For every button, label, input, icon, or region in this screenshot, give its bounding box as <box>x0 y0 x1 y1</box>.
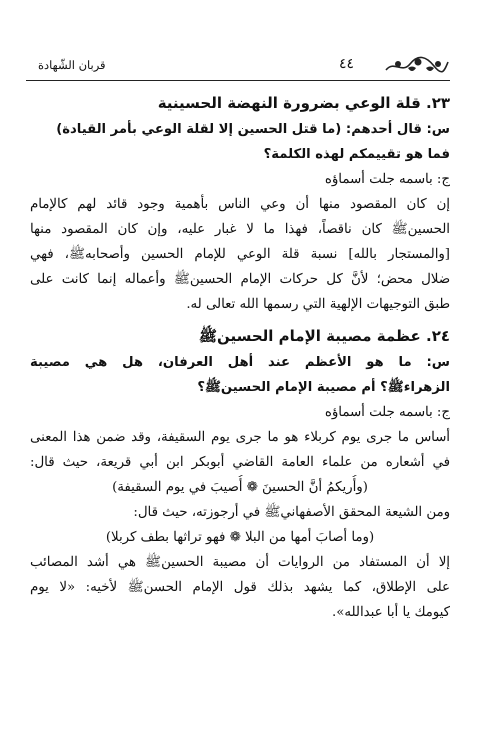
answer-line: إلا أن المستفاد من الروايات أن مصيبة الحسينﷺ هي أشد المصائب <box>30 555 450 570</box>
section-23-heading: ٢٣. قلة الوعي بضرورة النهضة الحسينية <box>157 94 450 112</box>
question-line: الزهراءﷺ؟ أم مصيبة الإمام الحسينﷺ؟ <box>197 380 450 395</box>
answer-line: في أشعاره من علماء العامة القاضي أبوبكر ابن أبي قريعة، حيث قال: <box>30 455 450 470</box>
answer-line: إن كان المقصود منها أن وعي الناس بأهمية وجود قائد لهم كالإمام <box>30 197 450 212</box>
answer-line: كيومك يا أبا عبدالله». <box>332 605 450 620</box>
answer-intro: ج: باسمه جلت أسماؤه <box>324 405 450 420</box>
answer-line: ضلال محض؛ لأنَّ كل حركات الإمام الحسينﷺ وأعماله إنما كانت على <box>30 272 450 287</box>
answer-intro: ج: باسمه جلت أسماؤه <box>324 172 450 187</box>
running-header <box>26 54 450 81</box>
section-24-heading: ٢٤. عظمة مصيبة الإمام الحسينﷺ <box>198 327 450 345</box>
answer-line: على الإطلاق، كما يشهد بذلك قول الإمام الحسنﷺ لأخيه: «لا يوم <box>30 580 450 595</box>
answer-line: [والمستجار بالله] نسبة قلة الوعي للإمام الحسين وأصحابهﷺ، فهي <box>30 247 450 262</box>
poem-verse: (وأُريكمُ أنَّ الحسينَ ❁ أُصيبَ في يوم السقيفة) <box>112 480 368 495</box>
answer-line: الحسينﷺ كان ناقصاً، فهذا ما لا غبار عليه، وإن كان المقصود منها <box>30 222 450 237</box>
answer-line: ومن الشيعة المحقق الأصفهانيﷺ في أرجوزته، حيث قال: <box>133 505 450 520</box>
running-title: قربان الشّهادة <box>38 58 106 72</box>
answer-line: طبق التوجيهات الإلهية التي رسمها الله تعالى له. <box>186 297 450 312</box>
poem-verse: (وما أصابَ أمها من البلا ❁ فهو تراثها بطف كربلا) <box>105 530 375 545</box>
answer-line: أساس ما جرى يوم كربلاء هو ما جرى يوم السقيفة، وقد ضمن هذا المعنى <box>30 430 450 445</box>
question-line: فما هو تقييمكم لهذه الكلمة؟ <box>263 147 450 162</box>
question-line: س: ما هو الأعظم عند أهل العرفان، هل هي مصيبة <box>30 355 450 370</box>
question-line: س: قال أحدهم: (ما قتل الحسين إلا لقلة الوعي بأمر القيادة) <box>56 122 450 137</box>
page-body <box>30 90 450 625</box>
floral-ornament-icon <box>384 52 450 78</box>
page-number: ٤٤ <box>338 56 354 72</box>
